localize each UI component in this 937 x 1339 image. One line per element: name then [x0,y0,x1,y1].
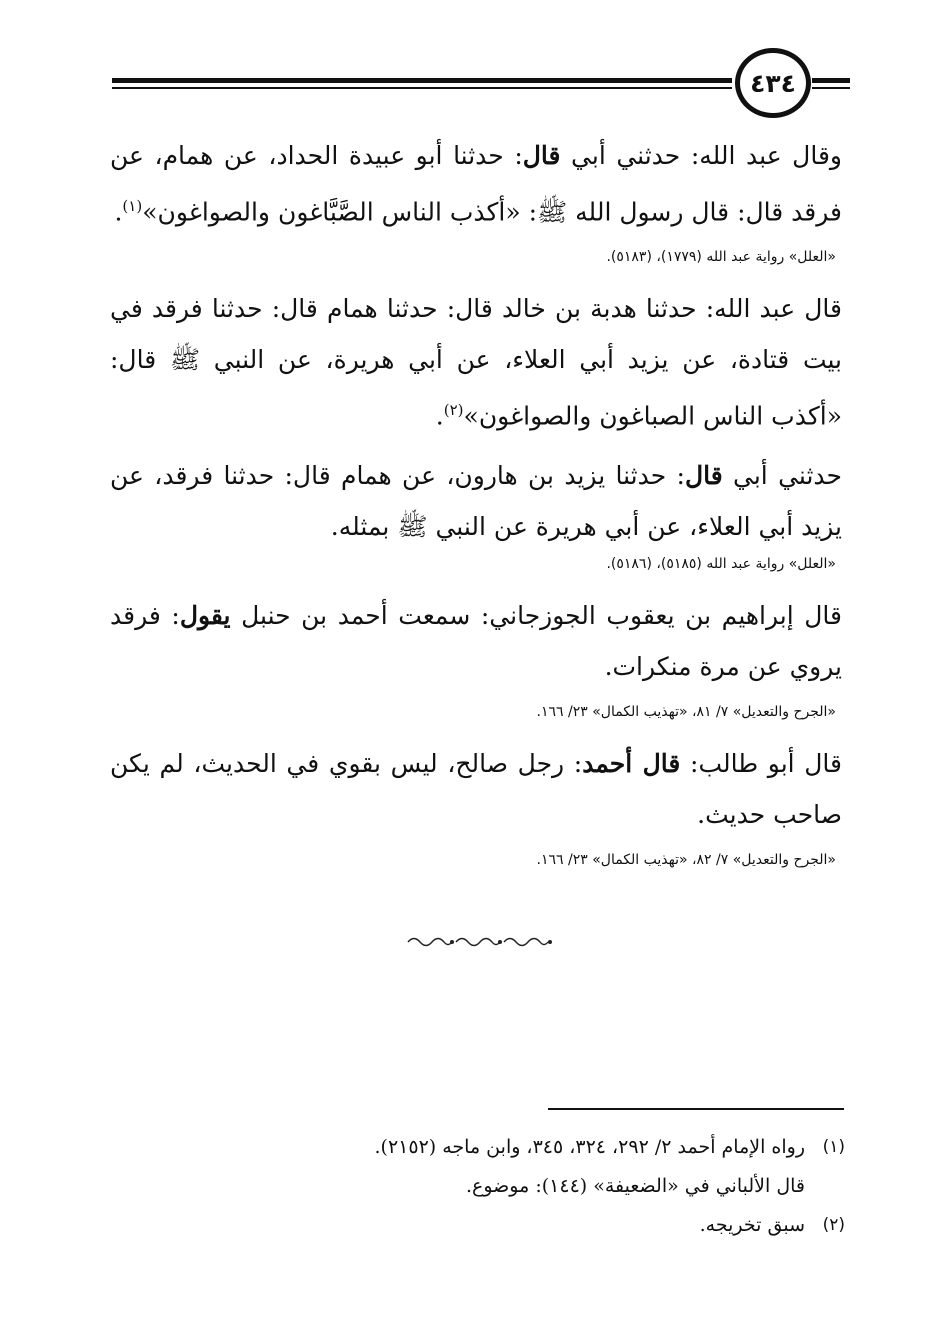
footnote-1 [200,1128,845,1167]
page-number: ٤٣٤ [750,68,796,98]
paragraph-1-bold: قال [522,141,561,170]
footnote-2-number: (٢) [822,1215,845,1235]
paragraph-4-text-b: : فرقد يروي عن مرة منكرات. [110,600,842,681]
paragraph-3-text-a: حدثني أبي [722,460,842,490]
footnotes [200,1128,845,1245]
paragraph-1 [110,130,842,237]
paragraph-3-text-b: : حدثنا يزيد بن هارون، عن همام قال: حدثنا فرقد، عن يزيد أبي العلاء، عن أبي هريرة عن النبي ﷺ بمثله. [110,460,842,541]
footnote-2 [200,1206,845,1245]
section-divider-ornament [404,933,554,951]
page-header [112,48,850,122]
footnote-2-text: سبق تخريجه. [699,1214,805,1236]
paragraph-5-text-a: قال أبو طالب: [680,748,843,778]
paragraph-5-text-b: : رجل صالح، ليس بقوي في الحديث، لم يكن صاحب حديث. [110,748,842,829]
footnote-ref-2: (٢) [443,401,464,420]
paragraph-3-bold: قال [684,460,723,490]
footnote-1-number: (١) [822,1137,845,1157]
header-rule-thick [112,78,732,83]
footnote-separator [548,1108,844,1110]
paragraph-3 [110,450,842,552]
header-rule-thin [112,87,732,89]
paragraph-5-bold: قال أحمد [582,748,681,778]
page-number-badge [735,48,811,118]
paragraph-1-text-b: : حدثنا أبو عبيدة الحداد، عن همام، عن فرقد قال: قال رسول الله ﷺ: «أكذب الناس الصَّبَّاغون والصواغون» [110,141,842,227]
source-reference-2: «العلل» رواية عبد الله (٥١٨٥)، (٥١٨٦). [606,555,836,572]
header-rule-end-thick [812,78,850,83]
paragraph-2-end: . [435,401,444,431]
paragraph-4 [110,590,842,692]
source-reference-3: «الجرح والتعديل» ٧/ ٨١، «تهذيب الكمال» ٢٣/ ١٦٦. [536,703,836,720]
footnote-1-text: رواه الإمام أحمد ٢/ ٢٩٢، ٣٢٤، ٣٤٥، وابن ماجه (٢١٥٢). [374,1136,805,1158]
footnote-1-continued-text: قال الألباني في «الضعيفة» (١٤٤): موضوع. [465,1175,805,1197]
paragraph-1-text-a: وقال عبد الله: حدثني أبي [560,141,842,170]
paragraph-2-text: قال عبد الله: حدثنا هدبة بن خالد قال: حدثنا همام قال: حدثنا فرقد في بيت قتادة، عن يزيد أبي العلاء، عن أبي هريرة، عن النبي ﷺ قال: «أكذب الناس الصباغون والصواغون» [110,294,842,431]
paragraph-4-bold: يقول [179,600,231,630]
page-body [110,130,842,872]
paragraph-2 [110,283,842,441]
header-rule-end-thin [812,87,850,89]
footnote-1-continued [200,1167,845,1206]
source-reference-4: «الجرح والتعديل» ٧/ ٨٢، «تهذيب الكمال» ٢٣/ ١٦٦. [536,851,836,868]
paragraph-5 [110,738,842,840]
paragraph-4-text-a: قال إبراهيم بن يعقوب الجوزجاني: سمعت أحمد بن حنبل [230,600,843,630]
footnote-ref-1: (١) [122,197,143,215]
source-reference-1: «العلل» رواية عبد الله (١٧٧٩)، (٥١٨٣). [606,249,836,266]
paragraph-1-end: . [114,197,123,227]
